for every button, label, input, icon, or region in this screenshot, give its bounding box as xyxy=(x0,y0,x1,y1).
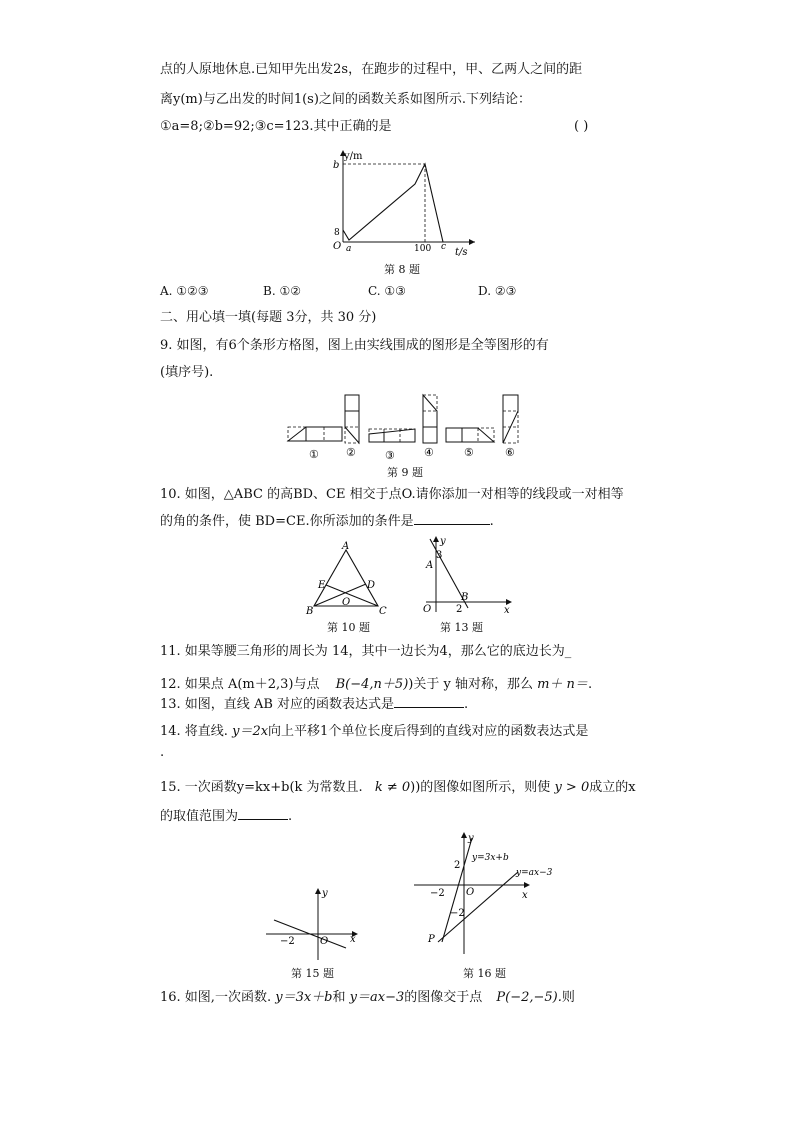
fig9-label-3: ③ xyxy=(385,449,395,462)
q13-answer-blank[interactable] xyxy=(394,694,464,708)
q16-text-a: 16. 如图,一次函数. xyxy=(160,990,272,1005)
fig16-y-arrow xyxy=(461,832,467,838)
q10-line2-end: . xyxy=(489,514,494,529)
fig8-eight-label: 8 xyxy=(334,228,340,238)
q15-line2-text: 的取值范围为 xyxy=(160,809,239,824)
fig8-100-label: 100 xyxy=(414,244,432,254)
fig16-m2y-label: −2 xyxy=(450,908,465,919)
fig8-ylabel: y/m xyxy=(344,151,363,162)
fig8-x-arrow xyxy=(469,239,475,245)
q16-text-d: y＝ax−3 xyxy=(349,990,405,1005)
q13-end: . xyxy=(464,697,469,712)
fig15-caption: 第 15 题 xyxy=(291,967,334,980)
figure-13-line-graph xyxy=(418,534,518,616)
q15-text-b: k ≠ 0 xyxy=(374,780,411,795)
section-2-heading: 二、用心填一填(每题 3分，共 30 分) xyxy=(160,310,377,325)
figure-8-graph xyxy=(325,146,485,258)
fig9-label-4: ④ xyxy=(424,446,434,459)
fig8-c-label: c xyxy=(441,242,447,252)
q10-line2-text: 的角的条件，使 BD=CE.你所添加的条件是 xyxy=(160,514,414,529)
figure-16-graph xyxy=(412,830,562,960)
q16-text-e: 的图像交于点 xyxy=(404,990,483,1005)
fig16-line-ax-minus-3 xyxy=(438,872,518,942)
q8-line1: 点的人原地休息.已知甲先出发2s，在跑步的过程中，甲、乙两人之间的距 xyxy=(160,62,583,77)
fig13-two-label: 2 xyxy=(456,604,463,615)
fig15-origin: O xyxy=(320,936,329,947)
figure-15-graph xyxy=(262,884,362,964)
fig13-caption: 第 13 题 xyxy=(440,621,483,634)
q8-line3: ①a=8;②b=92;③c=123.其中正确的是 xyxy=(160,119,392,134)
q16-text-g: 则 xyxy=(561,990,575,1005)
fig16-line2-label: y=ax−3 xyxy=(516,868,553,878)
q9-line2: (填序号). xyxy=(160,365,214,380)
fig15-x-label: x xyxy=(350,934,356,945)
q11-text: 11. 如果等腰三角形的周长为 14，其中一边长为4，那么它的底边长为_ xyxy=(160,644,572,659)
q12-line xyxy=(160,676,592,694)
fig13-y-arrow xyxy=(433,536,439,542)
q14-text: 14. 将直线. xyxy=(160,724,228,739)
q15-text-d: y > 0 xyxy=(554,780,590,795)
q14-expr: y＝2x xyxy=(232,724,269,739)
q14-line2: . xyxy=(160,745,165,760)
q8-line2: 离y(m)与乙出发的时间1(s)之间的函数关系如图所示.下列结论： xyxy=(160,92,532,107)
q14-line xyxy=(160,723,588,741)
fig8-origin: O xyxy=(333,241,342,252)
q10-answer-blank[interactable] xyxy=(414,511,490,525)
q8-option-a: A. ①②③ xyxy=(160,284,209,298)
fig8-b-label: b xyxy=(333,160,340,171)
fig9-label-2: ② xyxy=(346,446,356,459)
fig9-grid-1 xyxy=(288,427,342,441)
fig16-x-label: x xyxy=(522,890,528,901)
fig10-label-c: C xyxy=(379,606,387,617)
q15-line2 xyxy=(160,806,292,826)
fig9-label-5: ⑤ xyxy=(464,446,474,459)
fig16-caption: 第 16 题 xyxy=(463,967,506,980)
fig9-caption: 第 9 题 xyxy=(387,466,423,479)
fig9-label-1: ① xyxy=(309,448,319,461)
fig9-label-6: ⑥ xyxy=(505,446,515,459)
fig9-grid-4 xyxy=(423,395,437,443)
fig10-label-e: E xyxy=(318,580,326,591)
fig8-caption: 第 8 题 xyxy=(384,263,420,276)
fig15-m2-label: −2 xyxy=(280,936,295,947)
fig10-label-o: O xyxy=(342,597,351,608)
fig16-m2x-label: −2 xyxy=(430,888,445,899)
q12-mid: )关于 y 轴对称，那么 xyxy=(408,677,533,692)
fig16-p-label: P xyxy=(428,934,435,945)
q14-rest: 向上平移1个单位长度后得到的直线对应的函数表达式是 xyxy=(268,724,589,739)
fig10-label-a: A xyxy=(342,541,350,552)
fig15-y-arrow xyxy=(315,888,321,894)
q13-text: 13. 如图，直线 AB 对应的函数表达式是 xyxy=(160,697,395,712)
q12-point-b: B(−4,n＋5) xyxy=(335,677,409,692)
q15-line2-end: . xyxy=(288,809,293,824)
q16-text-c: 和 xyxy=(332,990,346,1005)
fig10-caption: 第 10 题 xyxy=(327,621,370,634)
q15-text-c: ))的图像如图所示，则使 xyxy=(410,780,551,795)
fig8-xlabel: t/s xyxy=(455,247,468,258)
q16-text-f: P(−2,−5). xyxy=(496,990,562,1005)
fig9-grid-5 xyxy=(446,428,494,442)
fig16-line1-label: y=3x+b xyxy=(472,853,509,863)
q13-line xyxy=(160,694,468,714)
fig8-a-label: a xyxy=(346,244,352,254)
fig9-grid-2 xyxy=(345,395,359,443)
fig16-x-arrow xyxy=(524,882,530,888)
q12-text: 12. 如果点 A(m＋2,3)与点 xyxy=(160,677,320,692)
fig13-origin: O xyxy=(423,604,432,615)
fig8-graph-line xyxy=(343,164,443,242)
fig16-two-label: 2 xyxy=(454,860,461,871)
fig16-y-label: y xyxy=(468,833,474,844)
q12-expr: m＋ n＝ xyxy=(537,677,588,692)
q15-text-e: 成立的x xyxy=(589,780,636,795)
fig13-x-label: x xyxy=(504,605,510,616)
fig9-grid-6 xyxy=(503,395,518,443)
fig10-label-d: D xyxy=(367,580,376,591)
q16-text-b: y＝3x＋b xyxy=(275,990,333,1005)
figure-9-grids xyxy=(285,392,525,464)
fig13-three-label: 3 xyxy=(436,550,443,561)
fig13-y-label: y xyxy=(440,536,446,547)
q8-answer-paren: ( ) xyxy=(574,119,589,134)
q12-end: . xyxy=(587,677,593,692)
q10-line1: 10. 如图，△ABC 的高BD、CE 相交于点O.请你添加一对相等的线段或一对相等 xyxy=(160,487,624,502)
q8-option-d: D. ②③ xyxy=(478,284,517,298)
q15-text-a: 15. 一次函数y=kx+b(k 为常数且. xyxy=(160,780,363,795)
q9-line1: 9. 如图，有6个条形方格图，图上由实线围成的图形是全等图形的有 xyxy=(160,338,549,353)
q10-line2 xyxy=(160,511,494,531)
fig15-y-label: y xyxy=(322,888,328,899)
q16-line1 xyxy=(160,989,575,1007)
q8-option-c: C. ①③ xyxy=(368,284,406,298)
q8-option-b: B. ①② xyxy=(263,284,301,298)
fig9-grid-3 xyxy=(369,429,415,442)
figure-10-triangle xyxy=(300,538,390,620)
q15-line1 xyxy=(160,779,636,797)
q15-answer-blank[interactable] xyxy=(238,806,288,820)
fig13-b-label: B xyxy=(461,592,469,603)
fig16-origin: O xyxy=(466,887,475,898)
fig10-label-b: B xyxy=(306,606,314,617)
fig13-a-label: A xyxy=(426,560,434,571)
